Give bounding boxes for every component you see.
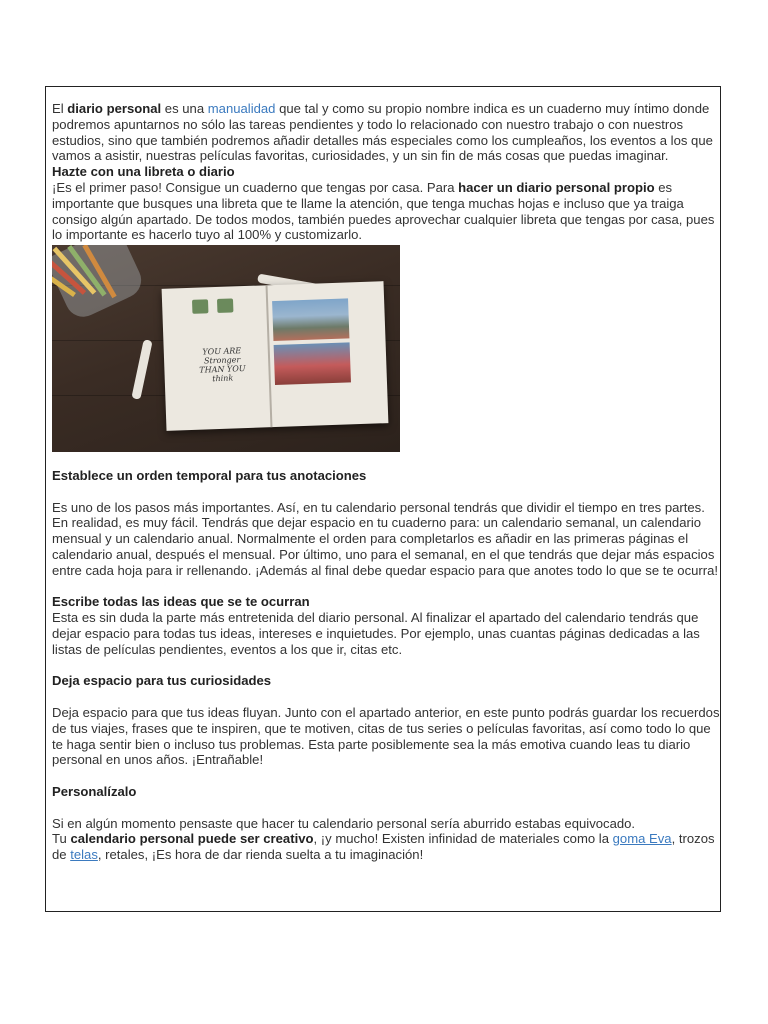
section5-paragraph-1: Si en algún momento pensaste que hacer tu calendario personal sería aburrido estabas equivocado. bbox=[52, 815, 636, 831]
document-frame bbox=[45, 86, 721, 912]
mountain-photo bbox=[272, 299, 349, 342]
intro-bold-diario-personal: diario personal bbox=[67, 101, 162, 116]
journal-quote bbox=[192, 346, 253, 384]
section1-text-1: ¡Es el primer paso! Consigue un cuaderno que tengas por casa. Para bbox=[52, 179, 459, 195]
section5-text-2: , ¡y mucho! Existen infinidad de materiales como la bbox=[313, 831, 613, 847]
heading-curiosidades: Deja espacio para tus curiosidades bbox=[52, 673, 272, 689]
quote-line-3: THAN YOU bbox=[199, 364, 246, 375]
heading-orden-temporal: Establece un orden temporal para tus anotaciones bbox=[52, 467, 367, 483]
section5-text-4: , retales, ¡Es hora de dar rienda suelta a tu imaginación! bbox=[97, 847, 424, 863]
section5-bold: calendario personal puede ser creativo bbox=[70, 831, 314, 847]
plant-pot-doodle bbox=[217, 299, 233, 314]
open-journal bbox=[162, 281, 389, 431]
plant-pot-doodle bbox=[192, 299, 208, 314]
flower-field-photo bbox=[274, 343, 351, 386]
link-telas[interactable]: telas bbox=[70, 847, 98, 863]
quote-line-2: Stronger bbox=[203, 355, 241, 366]
section3-paragraph: Esta es sin duda la parte más entretenida del diario personal. Al finalizar el apartado del calendario tendrás que dejar espacio para todas tus ideas, intereses e inquietudes. Por ejemplo, unas cuantas páginas dedicadas a las listas de películas pendientes, eventos a los que ir, citas etc. bbox=[52, 610, 700, 657]
section2-paragraph: Es uno de los pasos más importantes. Así, en tu calendario personal tendrás que dividir el tiempo en tres partes. En realidad, es muy fácil. Tendrás que dejar espacio en tu cuaderno para: un calendario semanal, un calendario mensual y un calendario anual. Normalmente el orden para completarlos es añadir en las primeras páginas el calendario anual, después el mensual. Por último, uno para el semanal, en el que tendrás que dejar más espacios entre cada hoja para ir rellenando. ¡Además al final debe quedar espacio para que anotes todo lo que se te ocurra! bbox=[52, 499, 719, 578]
intro-text-1: El bbox=[52, 101, 68, 116]
quote-line-4: think bbox=[212, 373, 234, 384]
intro-text-3: que tal y como su propio nombre indica es un cuaderno muy íntimo donde podremos apuntarnos no sólo las tareas pendientes y todo lo relacionado con nuestro trabajo o con nuestros estudios, sino que también podremos añadir detalles más especiales como los cumpleaños, los eventos a los que vamos a asistir, nuestras películas favoritas, curiosidades, y un sin fin de más cosas que puedas imaginar. bbox=[52, 101, 713, 164]
section5-text-3: , trozos de bbox=[52, 831, 715, 863]
section1-paragraph bbox=[52, 180, 720, 243]
heading-libreta: Hazte con una libreta o diario bbox=[52, 164, 235, 180]
intro-paragraph bbox=[52, 101, 720, 164]
section5-paragraph-2 bbox=[52, 831, 720, 863]
link-manualidad[interactable]: manualidad bbox=[207, 101, 276, 116]
section1-text-2: es importante que busques una libreta que te llame la atención, que tenga muchas hojas e incluso que ya traiga consigo algún apartado. De todos modos, también puedes aprovechar cualquier libreta que tengas por casa, pues lo importante es hacerlo tuyo al 100% y customizarlo. bbox=[52, 179, 715, 243]
journal-photo bbox=[52, 245, 400, 452]
heading-ideas: Escribe todas las ideas que se te ocurran bbox=[52, 594, 310, 610]
section4-paragraph: Deja espacio para que tus ideas fluyan. Junto con el apartado anterior, en este punto podrás guardar los recuerdos de tus viajes, frases que te inspiren, que te motiven, citas de tus series o películas favoritas, así como todo lo que te haga sentir bien o incluso tus problemas. Esta parte posiblemente sea la más emotiva cuando leas tu diario personal en unos años. ¡Entrañable! bbox=[52, 704, 720, 768]
quote-line-1: YOU ARE bbox=[202, 346, 242, 357]
document-content bbox=[52, 101, 720, 863]
white-marker bbox=[131, 339, 152, 400]
link-goma-eva[interactable]: goma Eva bbox=[612, 831, 672, 847]
section1-bold: hacer un diario personal propio bbox=[458, 179, 655, 195]
section5-text-1: Tu bbox=[52, 831, 71, 847]
intro-text-2: es una bbox=[161, 101, 208, 116]
heading-personalizalo: Personalízalo bbox=[52, 783, 137, 799]
